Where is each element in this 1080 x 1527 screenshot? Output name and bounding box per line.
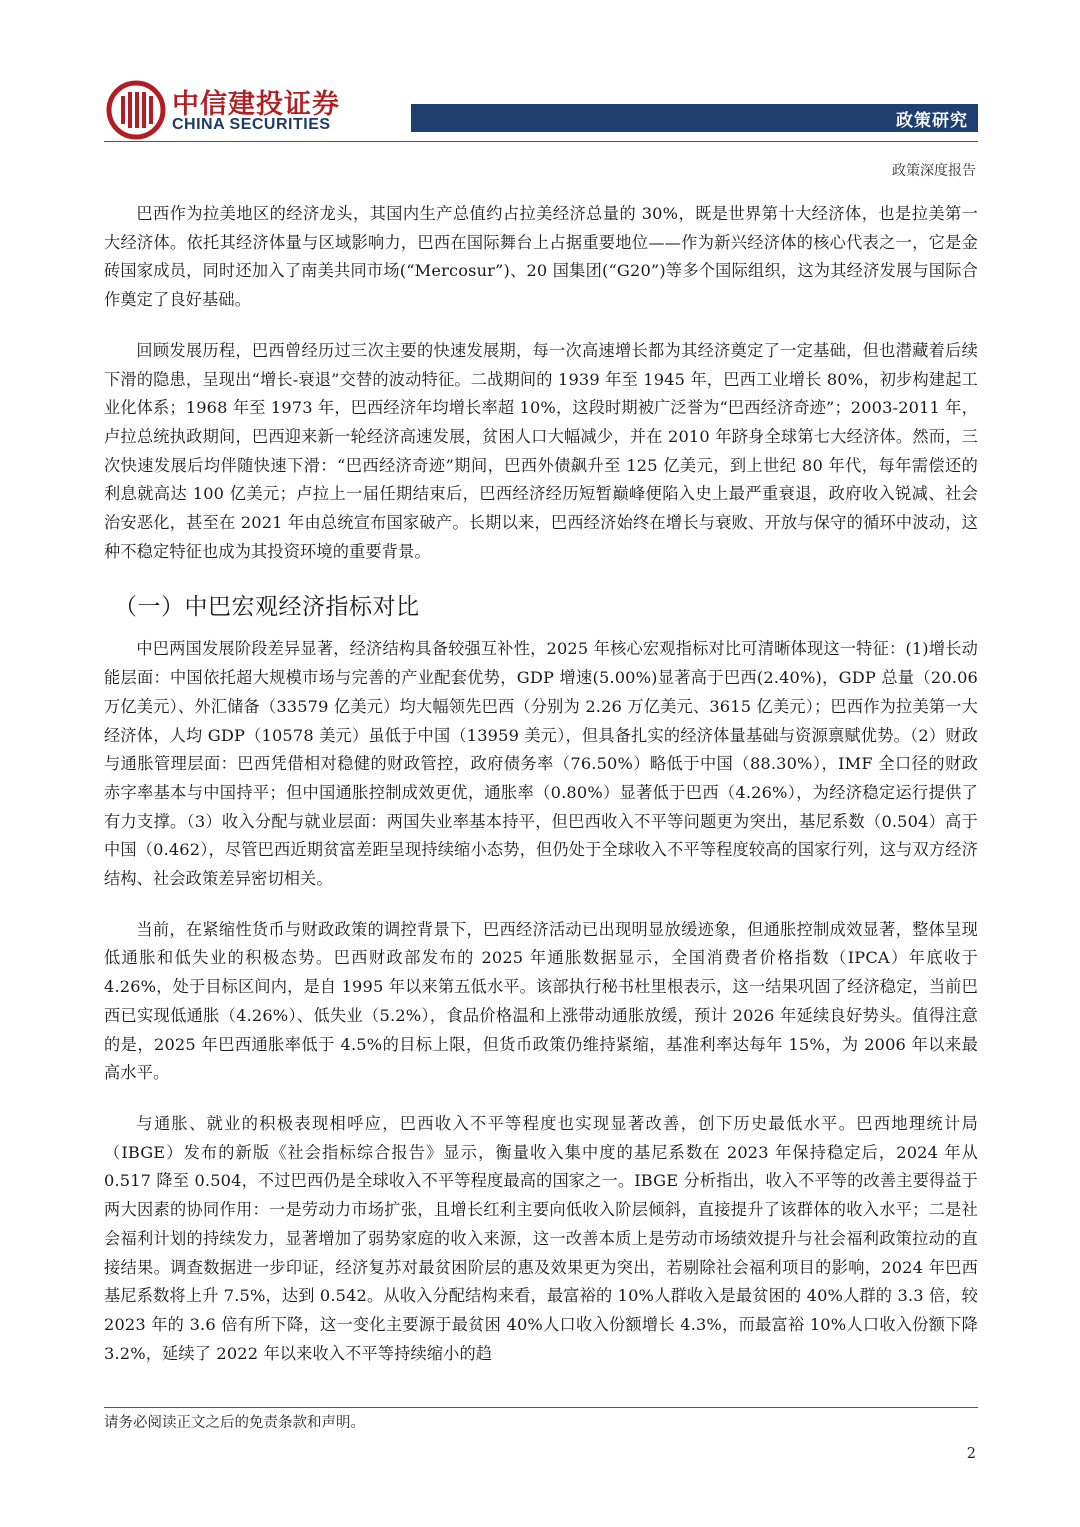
body-paragraph: 中巴两国发展阶段差异显著，经济结构具备较强互补性，2025 年核心宏观指标对比可清晰体现这一特征：(1)增长动能层面：中国依托超大规模市场与完善的产业配套优势，GDP 增速(5.00%)显著高于巴西(2.40%)，GDP 总量（20.06 万亿美元）、外汇储备（33579 亿美元）均大幅领先巴西（分别为 2.26 万亿美元、3615 亿美元）；巴西作为拉美第一大经济体，人均 GDP（10578 美元）虽低于中国（13959 美元），但具备扎实的经济体量基础与资源禀赋优势。（2）财政与通胀管理层面：巴西凭借相对稳健的财政管控，政府债务率（76.50%）略低于中国（88.30%），IMF 全口径的财政赤字率基本与中国持平；但中国通胀控制成效更优，通胀率（0.80%）显著低于巴西（4.26%），为经济稳定运行提供了有力支撑。（3）收入分配与就业层面：两国失业率基本持平，但巴西收入不平等问题更为突出，基尼系数（0.504）高于中国（0.462），尽管巴西近期贫富差距呈现持续缩小态势，但仍处于全球收入不平等程度较高的国家行列，这与双方经济结构、社会政策差异密切相关。 — [104, 639, 978, 889]
page-number: 2 — [966, 1446, 976, 1462]
section-heading: （一）中巴宏观经济指标对比 — [114, 594, 420, 621]
logo-english-name: CHINA SECURITIES — [172, 116, 331, 133]
body-paragraph: 巴西作为拉美地区的经济龙头，其国内生产总值约占拉美经济总量的 30%，既是世界第十大经济体，也是拉美第一大经济体。依托其经济体量与区域影响力，巴西在国际舞台上占据重要地位——作为新兴经济体的核心代表之一，它是金砖国家成员，同时还加入了南美共同市场(“Mercosur”)、20 国集团(“G20”)等多个国际组织，这为其经济发展与国际合作奠定了良好基础。 — [104, 204, 978, 310]
header-divider — [104, 141, 978, 142]
footer-divider — [104, 1407, 978, 1408]
body-paragraph: 与通胀、就业的积极表现相呼应，巴西收入不平等程度也实现显著改善，创下历史最低水平。巴西地理统计局（IBGE）发布的新版《社会指标综合报告》显示，衡量收入集中度的基尼系数在 2023 年保持稳定后，2024 年从 0.517 降至 0.504，不过巴西仍是全球收入不平等程度最高的国家之一。IBGE 分析指出，收入不平等的改善主要得益于两大因素的协同作用：一是劳动力市场扩张，且增长红利主要向低收入阶层倾斜，直接提升了该群体的收入水平；二是社会福利计划的持续发力，显著增加了弱势家庭的收入来源，这一改善本质上是劳动市场绩效提升与社会福利政策拉动的直接结果。调查数据进一步印证，经济复苏对最贫困阶层的惠及效果更为突出，若剔除社会福利项目的影响，2024 年巴西基尼系数将上升 7.5%，达到 0.542。从收入分配结构来看，最富裕的 10%人群收入是最贫困的 40%人群的 3.3 倍，较 2023 年的 3.6 倍有所下降，这一变化主要源于最贫困 40%人口收入份额增长 4.3%，而最富裕 10%人口收入份额下降 3.2%，延续了 2022 年以来收入不平等持续缩小的趋 — [104, 1113, 978, 1363]
section-banner — [411, 104, 978, 132]
page-header — [0, 0, 1080, 190]
section-label: 政策研究 — [896, 111, 968, 131]
citic-logo-icon — [106, 80, 166, 140]
disclaimer-note: 请务必阅读正文之后的免责条款和声明。 — [104, 1415, 365, 1431]
logo-chinese-name: 中信建投证券 — [172, 89, 340, 120]
report-type: 政策深度报告 — [892, 163, 976, 179]
body-paragraph: 当前，在紧缩性货币与财政政策的调控背景下，巴西经济活动已出现明显放缓迹象，但通胀控制成效显著，整体呈现低通胀和低失业的积极态势。巴西财政部发布的 2025 年通胀数据显示，全国消费者价格指数（IPCA）年底收于 4.26%，处于目标区间内，是自 1995 年以来第五低水平。该部执行秘书杜里根表示，这一结果巩固了经济稳定，当前巴西已实现低通胀（4.26%）、低失业（5.2%），食品价格温和上涨带动通胀放缓，预计 2026 年延续良好势头。值得注意的是，2025 年巴西通胀率低于 4.5%的目标上限，但货币政策仍维持紧缩，基准利率达每年 15%，为 2006 年以来最高水平。 — [104, 919, 978, 1083]
main-content — [104, 200, 978, 1390]
body-paragraph: 回顾发展历程，巴西曾经历过三次主要的快速发展期，每一次高速增长都为其经济奠定了一定基础，但也潜藏着后续下滑的隐患，呈现出“增长-衰退”交替的波动特征。二战期间的 1939 年至 1945 年，巴西工业增长 80%，初步构建起工业化体系；1968 年至 1973 年，巴西经济年均增长率超 10%，这段时期被广泛誉为“巴西经济奇迹”；2003-2011 年，卢拉总统执政期间，巴西迎来新一轮经济高速发展，贫困人口大幅减少，并在 2010 年跻身全球第七大经济体。然而，三次快速发展后均伴随快速下滑：“巴西经济奇迹”期间，巴西外债飙升至 125 亿美元，到上世纪 80 年代，每年需偿还的利息就高达 100 亿美元；卢拉上一届任期结束后，巴西经济经历短暂巅峰便陷入史上最严重衰退，政府收入锐减、社会治安恶化，甚至在 2021 年由总统宣布国家破产。长期以来，巴西经济始终在增长与衰败、开放与保守的循环中波动，这种不稳定特征也成为其投资环境的重要背景。 — [104, 340, 978, 561]
company-logo — [106, 80, 346, 142]
